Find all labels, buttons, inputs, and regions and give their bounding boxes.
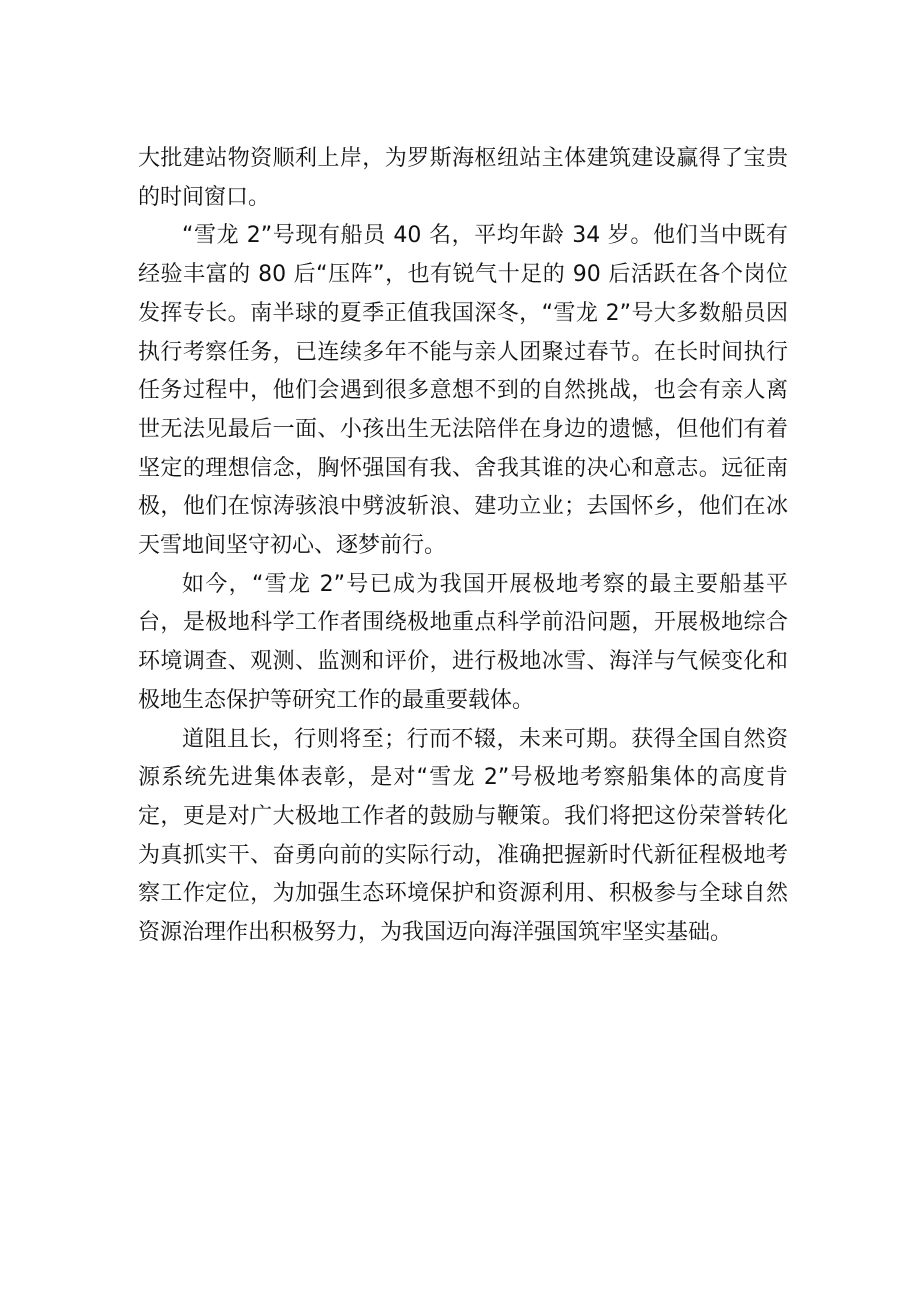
paragraph-3: 如今，“雪龙 2”号已成为我国开展极地考察的最主要船基平台，是极地科学工作者围绕极地重点科学前沿问题，开展极地综合环境调查、观测、监测和评价，进行极地冰雪、海洋与气候变化和极地生态保护等研究工作的最重要载体。 [138, 571, 788, 713]
paragraph-4: 道阻且长，行则将至；行而不辍，未来可期。获得全国自然资源系统先进集体表彰，是对“雪龙 2”号极地考察船集体的高度肯定，更是对广大极地工作者的鼓励与鞭策。我们将把这份荣誉转化为真抓实干、奋勇向前的实际行动，准确把握新时代新征程极地考察工作定位，为加强生态环境保护和资源利用、积极参与全球自然资源治理作出积极努力，为我国迈向海洋强国筑牢坚实基础。 [138, 726, 788, 946]
paragraph-1: 大批建站物资顺利上岸，为罗斯海枢纽站主体建筑建设赢得了宝贵的时间窗口。 [138, 146, 788, 210]
paragraph-2: “雪龙 2”号现有船员 40 名，平均年龄 34 岁。他们当中既有经验丰富的 80 后“压阵”，也有锐气十足的 90 后活跃在各个岗位发挥专长。南半球的夏季正值我国深冬，“雪龙 2”号大多数船员因执行考察任务，已连续多年不能与亲人团聚过春节。在长时间执行任务过程中，他们会遇到很多意想不到的自然挑战，也会有亲人离世无法见最后一面、小孩出生无法陪伴在身边的遗憾，但他们有着坚定的理想信念，胸怀强国有我、舍我其谁的决心和意志。远征南极，他们在惊涛骇浪中劈波斩浪、建功立业；去国怀乡，他们在冰天雪地间坚守初心、逐梦前行。 [138, 223, 788, 559]
document-body [138, 140, 788, 953]
